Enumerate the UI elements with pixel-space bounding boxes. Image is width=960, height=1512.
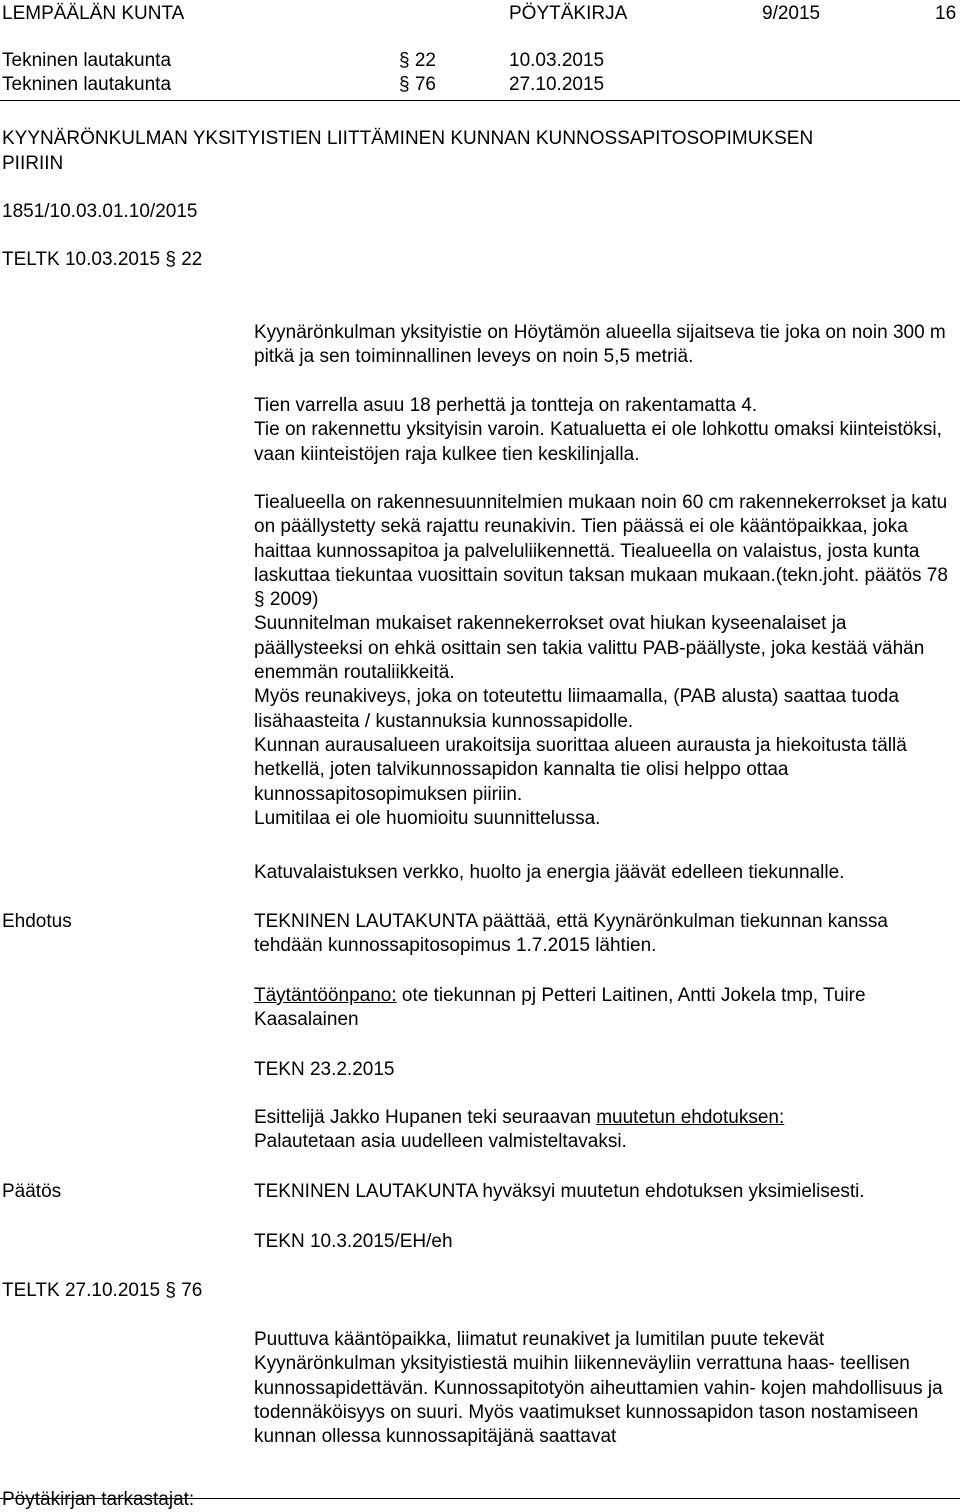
presenter-amended: muutetun ehdotuksen: [596, 1107, 785, 1128]
footer-label: Pöytäkirjan tarkastajat: [2, 1489, 195, 1510]
proposal-block [254, 910, 954, 959]
proposal-label: Ehdotus [2, 911, 72, 932]
description-block [254, 1328, 954, 1449]
paragraph: Tiealueella on rakennesuunnitelmien mukaan noin 60 cm rakennekerrokset ja katu on päällystetty sekä rajattu reunakivin. Tien päässä ei ole kääntöpaikkaa, joka haittaa kunnossapitoa ja palveluliikennettä. Tiealueella on valaistus, josta kunta laskuttaa tiekuntaa vuosittain sovitun taksan mukaan mukaan.(tekn.joht. päätös 78 § 2009) [254, 492, 948, 611]
description-block [254, 321, 954, 370]
case-number: 1851/10.03.01.10/2015 [2, 201, 198, 222]
header-section-2: § 76 [399, 74, 436, 95]
presenter-text [254, 1106, 954, 1130]
doc-type: PÖYTÄKIRJA [509, 3, 628, 24]
tekn-ref-2: TEKN 10.3.2015/EH/eh [254, 1231, 453, 1252]
paragraph: Myös reunakiveys, joka on toteutettu liimaamalla, (PAB alusta) saattaa tuoda lisähaasteita / kustannuksia kunnossapidolle. [254, 686, 899, 732]
page-number: 16 [935, 3, 957, 24]
header-section-1: § 22 [399, 50, 436, 71]
paragraph: Lumitilaa ei ole huomioitu suunnittelussa. [254, 807, 601, 829]
tekn-ref-1: TEKN 23.2.2015 [254, 1059, 395, 1080]
decision-label: Päätös [2, 1181, 62, 1202]
paragraph: Suunnitelman mukaiset rakennekerrokset ovat hiukan kyseenalaiset ja päällysteeksi on ehkä osittain sen takia valittu PAB-päällyste, joka kestää vähän enemmän routaliikkeitä. [254, 613, 925, 684]
document-title: KYYNÄRÖNKULMAN YKSITYISTIEN LIITTÄMINEN KUNNAN KUNNOSSAPITOSOPIMUKSEN [2, 128, 814, 149]
presenter-return: Palautetaan asia uudelleen valmisteltavaksi. [254, 1131, 627, 1153]
header-date-2: 27.10.2015 [509, 74, 605, 95]
paragraph: Kyynärönkulman yksityistie on Höytämön alueella sijaitseva tie joka on noin 300 m pitkä ja sen toiminnallinen leveys on noin 5,5 metriä. [254, 322, 946, 368]
header-date-1: 10.03.2015 [509, 50, 605, 71]
execution-block [254, 984, 954, 1033]
execution-text [254, 984, 954, 1033]
paragraph: Katuvalaistuksen verkko, huolto ja energia jäävät edelleen tiekunnalle. [254, 862, 845, 883]
paragraph: Tie on rakennettu yksityisin varoin. Katualuetta ei ole lohkottu omaksi kiinteistöksi, vaan kiinteistöjen raja kulkee tien keskilinjalla. [254, 419, 942, 465]
decision-text: TEKNINEN LAUTAKUNTA hyväksyi muutetun ehdotuksen yksimielisesti. [254, 1181, 865, 1202]
header-body-2: Tekninen lautakunta [2, 74, 172, 95]
description-block [254, 861, 954, 885]
paragraph: Tien varrella asuu 18 perhettä ja tontteja on rakentamatta 4. [254, 395, 758, 416]
meeting-ref-2: TELTK 27.10.2015 § 76 [2, 1280, 203, 1301]
execution-recipients: ote tiekunnan pj Petteri Laitinen, Antti Jokela tmp, Tuire Kaasalainen [254, 985, 866, 1031]
presenter-intro: Esittelijä Jakko Hupanen teki seuraavan [254, 1107, 597, 1128]
proposal-text: TEKNINEN LAUTAKUNTA päättää, että Kyynärönkulman tiekunnan kanssa tehdään kunnossapitosopimus 1.7.2015 lähtien. [254, 911, 888, 957]
paragraph: Kunnan aurausalueen urakoitsija suorittaa alueen aurausta ja hiekoitusta tällä hetkellä, joten talvikunnossapidon kannalta tie olisi helppo ottaa kunnossapitosopimuksen piiriin. [254, 734, 907, 805]
municipality-name: LEMPÄÄLÄN KUNTA [2, 3, 185, 24]
execution-label: Täytäntöönpano: [254, 985, 397, 1006]
description-block [254, 394, 954, 467]
document-title-cont: PIIRIIN [2, 153, 64, 174]
header-divider [0, 100, 960, 101]
presenter-block [254, 1106, 954, 1155]
description-block [254, 491, 954, 831]
paragraph: Puuttuva kääntöpaikka, liimatut reunakivet ja lumitilan puute tekevät Kyynärönkulman yksityistiestä muihin liikenneväyliin verrattuna haas- teellisen kunnossapidettävän. Kunnossapitotyön aiheuttamien vahin- kojen mahdollisuus ja todennäköisyys on suuri. Myös vaatimukset kunnossapidon tason nostamiseen kunnan ollessa kunnossapitäjänä saattavat [254, 1329, 943, 1448]
meeting-ref-1: TELTK 10.03.2015 § 22 [2, 249, 203, 270]
header-body-1: Tekninen lautakunta [2, 50, 172, 71]
doc-number: 9/2015 [762, 3, 821, 24]
